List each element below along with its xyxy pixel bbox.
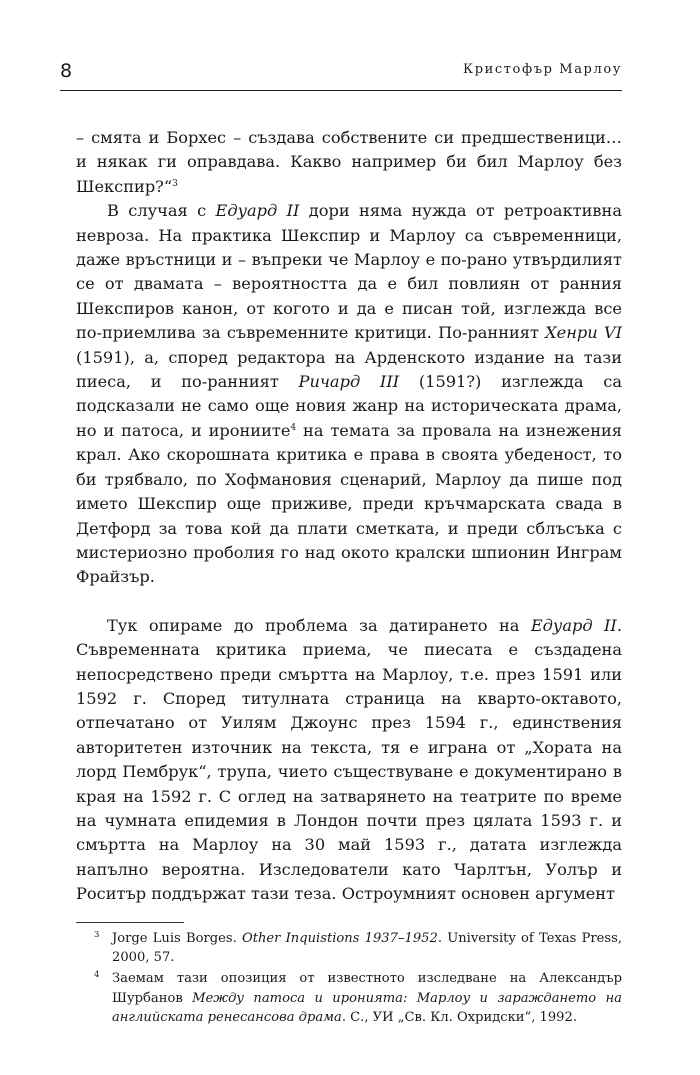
play-title: Ричард III xyxy=(298,372,400,392)
footnote-text: . University of Texas Press, 2000, 57. xyxy=(112,931,622,966)
footnotes xyxy=(76,929,622,1029)
paragraph-text: дори няма нужда от ретроактивна невроза. На практика Шекспир и Марлоу са съвременници, даже връстници и – въпреки че Марлоу е по-рано утвърдилият се от двамата – вероятността да е бил повлиян от ранния Шекспиров канон, от когото и да е писан той, изглежда все по-приемлива за съвременните критици. По-ранният xyxy=(76,201,622,343)
footnote-text: . С., УИ „Св. Кл. Охридски“, 1992. xyxy=(341,1009,578,1025)
footnote-mark: 4 xyxy=(94,970,100,981)
paragraph-text: на темата за провала на изнежения крал. Ако скорошната критика е права в своята убеденост, то би трябвало, по Хофмановия сценарий, Марлоу да пише под името Шекспир още приживе, преди кръчмарската свада в Детфорд за това кой да плати сметката, и преди сблъсъка с мистериозно проболия го над окото кралски шпионин Инграм Фрайзър. xyxy=(76,420,622,587)
footnote-book-title: Other Inquistions 1937–1952 xyxy=(241,931,438,946)
paragraph-text: (1591), а, според редактора на Арденското издание на тази пиеса, и по-ранният xyxy=(76,347,622,392)
paragraph-text: В случая с xyxy=(107,201,216,221)
play-title: Едуард II xyxy=(530,615,617,635)
play-title: Хенри VI xyxy=(545,323,622,343)
page-number: 8 xyxy=(60,60,73,82)
main-text xyxy=(76,126,622,907)
footnote-divider xyxy=(76,922,184,923)
paragraph-text: – смята и Борхес – създава собствените си предшественици… и някак ги оправдава. Какво например би бил Марлоу без Шекспир?“ xyxy=(76,128,622,196)
footnote-ref-4: 4 xyxy=(290,422,297,433)
footnote-3 xyxy=(76,929,622,967)
play-title: Едуард II xyxy=(215,201,300,221)
page-header xyxy=(60,58,622,91)
footnote-mark: 3 xyxy=(94,930,100,940)
paragraph-2 xyxy=(76,199,622,590)
paragraph-3 xyxy=(76,614,622,907)
footnote-ref-3: 3 xyxy=(172,178,178,189)
paragraph-text: (1591?) изглежда са подсказали не само още новия жанр на историческата драма, но и патоса, и ирониите xyxy=(76,372,622,440)
paragraph-text: Тук опираме до проблема за датирането на xyxy=(107,615,531,635)
footnote-text: Заемам тази опозиция от известното изследване на Александър Шурбанов xyxy=(112,971,622,1006)
footnote-book-title: Между патоса и иронията: Марлоу и зараждането на английската ренесансова драма xyxy=(112,990,622,1025)
paragraph-1 xyxy=(76,126,622,199)
footnote-4 xyxy=(76,969,622,1027)
paragraph-text: . Съвременната критика приема, че пиесата е създадена непосредствено преди смъртта на Марлоу, т.е. през 1591 или 1592 г. Според титулната страница на кварто-октавото, отпечатано от Уилям Джоунс през 1594 г., единствения авторитетен източник на текста, тя е играна от „Хората на лорд Пембрук“, трупа, чието съществуване е документирано в края на 1592 г. С оглед на затварянето на театрите по време на чумната епидемия в Лондон почти през цялата 1593 г. и смъртта на Марлоу на 30 май 1593 г., датата изглежда напълно вероятна. Изследователи като Чарлтън, Уолър и Роситър поддържат тази теза. Остроумният основен аргумент xyxy=(76,615,622,904)
running-title: Кристофър Марлоу xyxy=(463,62,622,77)
footnote-author: Jorge Luis Borges. xyxy=(112,931,242,946)
